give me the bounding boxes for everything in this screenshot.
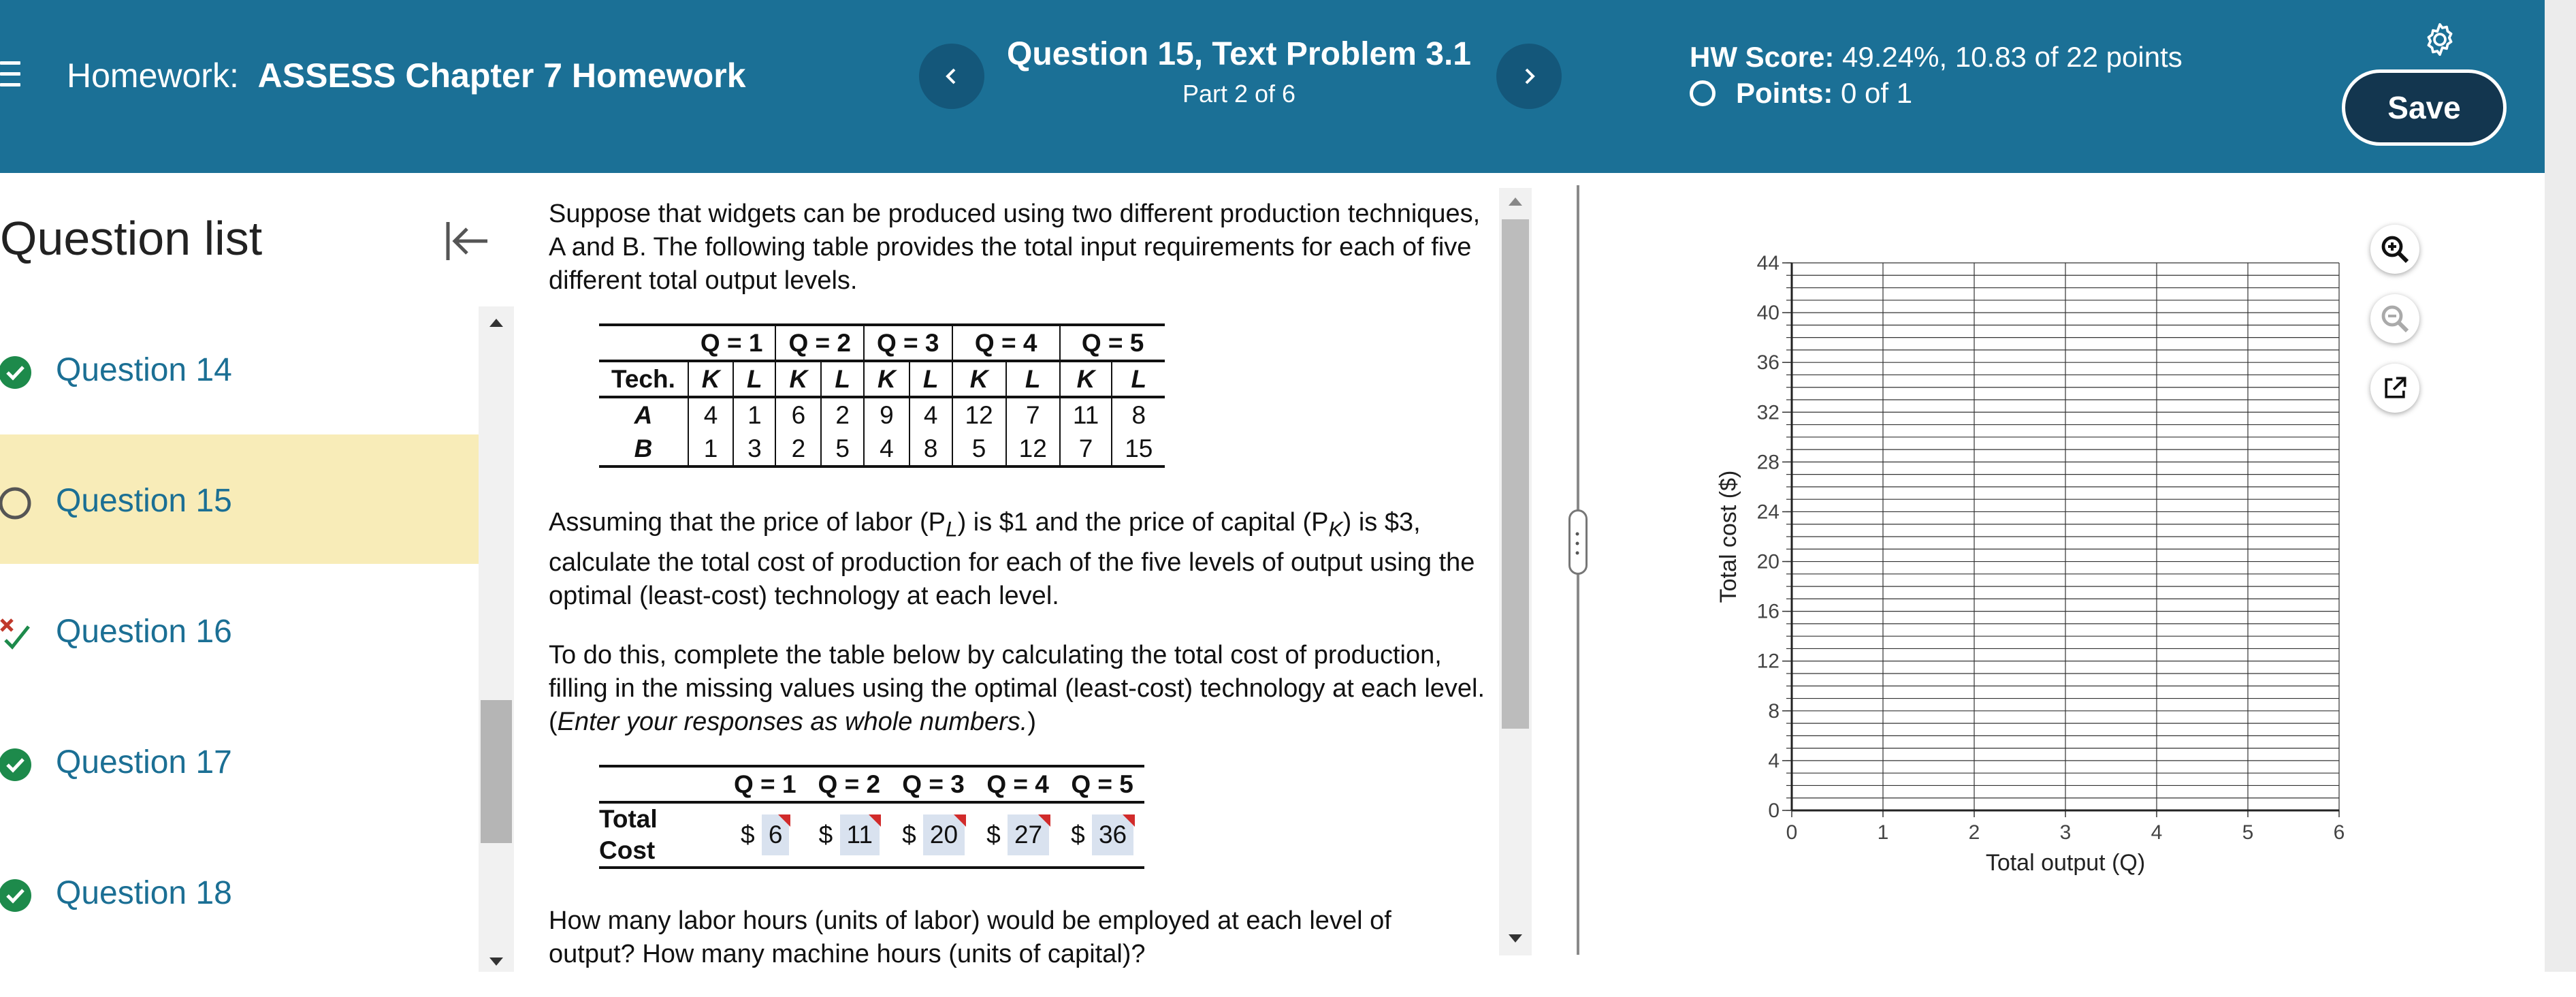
tech-label: A bbox=[634, 401, 653, 429]
tech-header: Tech. bbox=[599, 361, 688, 397]
popout-button[interactable] bbox=[2370, 364, 2419, 413]
text-run-italic: Enter your responses as whole numbers. bbox=[557, 707, 1028, 736]
q-header: Q = 2 bbox=[775, 325, 864, 361]
y-tick-label: 8 bbox=[1768, 699, 1780, 723]
k-header: K bbox=[878, 365, 896, 393]
table-cell: 7 bbox=[1060, 432, 1112, 466]
total-cost-input[interactable]: 36 bbox=[1092, 814, 1133, 855]
text-run: ) bbox=[1027, 707, 1036, 736]
drag-handle-icon bbox=[1575, 530, 1579, 557]
currency-symbol: $ bbox=[986, 820, 1001, 849]
table-cell: 5 bbox=[952, 432, 1006, 466]
l-header: L bbox=[922, 365, 939, 393]
question-list-scrollbar[interactable] bbox=[479, 306, 514, 972]
row-label: Total bbox=[599, 804, 658, 833]
y-tick-label: 16 bbox=[1756, 600, 1780, 623]
graph-grid bbox=[1792, 263, 2339, 810]
question-label: Question 17 bbox=[56, 744, 232, 780]
question-label: Question 18 bbox=[56, 875, 232, 911]
q-header: Q = 3 bbox=[902, 770, 965, 798]
y-tick-label: 32 bbox=[1756, 401, 1780, 424]
y-tick-label: 12 bbox=[1756, 650, 1780, 673]
question-title: Question 15, Text Problem 3.1 bbox=[1007, 36, 1471, 72]
status-circle-icon bbox=[1690, 80, 1716, 106]
currency-symbol: $ bbox=[902, 820, 916, 849]
gear-icon[interactable] bbox=[2421, 20, 2459, 59]
zoom-out-button[interactable] bbox=[2370, 294, 2419, 343]
x-tick-label: 5 bbox=[2242, 821, 2254, 844]
collapse-panel-icon[interactable] bbox=[442, 217, 492, 266]
points-label: Points: bbox=[1736, 77, 1833, 109]
points-value: 0 of 1 bbox=[1841, 77, 1913, 109]
zoom-in-button[interactable] bbox=[2370, 225, 2419, 274]
chevron-left-icon bbox=[939, 64, 964, 89]
subscript-k: K bbox=[1328, 516, 1343, 541]
table-cell: 4 bbox=[909, 397, 952, 432]
y-tick-label: 28 bbox=[1756, 451, 1780, 474]
scroll-up-icon[interactable] bbox=[485, 315, 508, 331]
y-tick-label: 20 bbox=[1756, 550, 1780, 573]
hw-score-value: 49.24%, 10.83 of 22 points bbox=[1842, 41, 2183, 73]
y-tick-label: 40 bbox=[1756, 302, 1780, 325]
q-header: Q = 1 bbox=[734, 770, 796, 798]
currency-symbol: $ bbox=[741, 820, 755, 849]
text-run: ) is $1 and the price of capital (P bbox=[957, 508, 1329, 537]
x-tick-label: 3 bbox=[2059, 821, 2072, 844]
hw-score bbox=[1690, 41, 2183, 74]
x-tick-label: 0 bbox=[1786, 821, 1798, 844]
question-label: Question 16 bbox=[56, 614, 232, 650]
table-cell: 12 bbox=[1006, 432, 1060, 466]
chevron-right-icon bbox=[1517, 64, 1541, 89]
next-question-button[interactable] bbox=[1496, 44, 1562, 109]
l-header: L bbox=[835, 365, 850, 393]
text-run: To do this, complete the table below by calculating the total cost of production, filling in the missing values using the optimal (least-cost) technology at each level. ( bbox=[549, 640, 1485, 736]
table-cell: 4 bbox=[688, 397, 733, 432]
total-cost-graph[interactable] bbox=[1688, 238, 2355, 885]
zoom-in-icon bbox=[2379, 233, 2411, 266]
q-header: Q = 1 bbox=[700, 329, 763, 357]
y-tick-label: 44 bbox=[1756, 252, 1780, 274]
text-run: ) is $3, calculate the total cost of production for each of the five levels of output using the optimal (least-cost) technology at each level. bbox=[549, 508, 1475, 610]
question-list-item[interactable] bbox=[0, 696, 479, 825]
question-list-scroll-thumb[interactable] bbox=[481, 700, 512, 843]
graph-tick-labels bbox=[1757, 252, 2345, 844]
question-list-title: Question list bbox=[0, 212, 263, 265]
question-list-item[interactable] bbox=[0, 827, 479, 956]
q-header: Q = 5 bbox=[1060, 325, 1165, 361]
currency-symbol: $ bbox=[818, 820, 833, 849]
check-circle-icon bbox=[0, 879, 34, 913]
homework-name: ASSESS Chapter 7 Homework bbox=[257, 57, 746, 95]
table-cell: 3 bbox=[733, 432, 775, 466]
scroll-down-icon[interactable] bbox=[1503, 930, 1528, 947]
q-header: Q = 3 bbox=[864, 325, 952, 361]
x-tick-label: 1 bbox=[1877, 821, 1889, 844]
content-scroll-thumb[interactable] bbox=[1502, 219, 1529, 729]
input-requirements-table bbox=[599, 323, 1165, 468]
homework-title bbox=[67, 56, 746, 95]
partial-credit-icon bbox=[0, 617, 34, 651]
table-cell: 1 bbox=[733, 397, 775, 432]
empty-circle-icon bbox=[0, 486, 34, 520]
menu-icon[interactable] bbox=[0, 61, 20, 90]
table-cell: 15 bbox=[1125, 434, 1153, 462]
question-part: Part 2 of 6 bbox=[1182, 80, 1296, 108]
scroll-up-icon[interactable] bbox=[1503, 193, 1528, 210]
question-label: Question 14 bbox=[56, 352, 232, 388]
homework-prefix: Homework: bbox=[67, 57, 239, 95]
assumption-text bbox=[549, 506, 1495, 613]
total-cost-table bbox=[599, 765, 1144, 869]
q-header: Q = 5 bbox=[1071, 770, 1133, 798]
x-tick-label: 6 bbox=[2333, 821, 2345, 844]
y-tick-label: 36 bbox=[1756, 351, 1780, 375]
y-tick-label: 0 bbox=[1768, 800, 1780, 822]
question-label: Question 15 bbox=[56, 483, 232, 519]
table-cell: 8 bbox=[909, 432, 952, 466]
total-cost-input[interactable]: 6 bbox=[762, 814, 790, 855]
subscript-l: L bbox=[945, 516, 958, 541]
total-cost-input[interactable]: 11 bbox=[840, 814, 880, 855]
check-circle-icon bbox=[0, 748, 34, 782]
points bbox=[1690, 77, 1912, 110]
table-cell: 6 bbox=[775, 397, 821, 432]
currency-symbol: $ bbox=[1071, 820, 1085, 849]
k-header: K bbox=[789, 365, 808, 393]
popout-icon bbox=[2380, 373, 2410, 403]
y-tick-label: 4 bbox=[1768, 749, 1780, 772]
question-list-item-active[interactable] bbox=[0, 434, 479, 564]
table-cell: 11 bbox=[1060, 397, 1112, 432]
question-list-item[interactable] bbox=[0, 304, 479, 433]
graph-axes bbox=[1782, 263, 2339, 817]
q-header: Q = 2 bbox=[818, 770, 881, 798]
table-cell: 1 bbox=[688, 432, 733, 466]
row-label: Cost bbox=[599, 836, 656, 864]
k-header: K bbox=[1076, 365, 1095, 393]
total-cost-input[interactable]: 20 bbox=[923, 814, 965, 855]
save-button[interactable]: Save bbox=[2342, 69, 2507, 146]
problem-intro: Suppose that widgets can be produced using two different production techniques, A and B. The following table provides the total input requirements for each of five different total output levels. bbox=[549, 200, 1481, 295]
l-header: L bbox=[747, 365, 762, 393]
table-cell: 7 bbox=[1006, 397, 1060, 432]
table-cell: 2 bbox=[821, 397, 864, 432]
table-cell: 5 bbox=[821, 432, 864, 466]
x-axis-label: Total output (Q) bbox=[1985, 850, 2146, 876]
q-header: Q = 4 bbox=[952, 325, 1060, 361]
l-header: L bbox=[1025, 365, 1041, 393]
zoom-out-icon bbox=[2379, 302, 2411, 335]
scroll-down-icon[interactable] bbox=[485, 953, 508, 970]
instruction-text bbox=[549, 639, 1495, 739]
x-tick-label: 2 bbox=[1968, 821, 1980, 844]
text-run: Assuming that the price of labor (P bbox=[549, 508, 946, 537]
k-header: K bbox=[701, 365, 720, 393]
k-header: K bbox=[969, 365, 988, 393]
hw-score-label: HW Score: bbox=[1690, 41, 1835, 73]
table-cell: 4 bbox=[864, 432, 909, 466]
problem-content bbox=[549, 197, 1495, 997]
table-cell: 9 bbox=[864, 397, 909, 432]
followup-question: How many labor hours (units of labor) would be employed at each level of output? How many machine hours (units of capital)? bbox=[549, 906, 1391, 968]
x-tick-label: 4 bbox=[2151, 821, 2163, 844]
table-cell: 12 bbox=[952, 397, 1006, 432]
total-cost-input[interactable]: 27 bbox=[1008, 814, 1049, 855]
window-edge bbox=[2545, 0, 2576, 972]
tech-label: B bbox=[634, 434, 653, 462]
q-header: Q = 4 bbox=[986, 770, 1049, 798]
question-list-item[interactable] bbox=[0, 565, 479, 695]
check-circle-icon bbox=[0, 355, 34, 390]
y-tick-label: 24 bbox=[1756, 501, 1780, 524]
table-cell: 8 bbox=[1131, 401, 1146, 429]
y-axis-label: Total cost ($) bbox=[1716, 470, 1741, 603]
table-cell: 2 bbox=[775, 432, 821, 466]
l-header: L bbox=[1131, 365, 1147, 393]
